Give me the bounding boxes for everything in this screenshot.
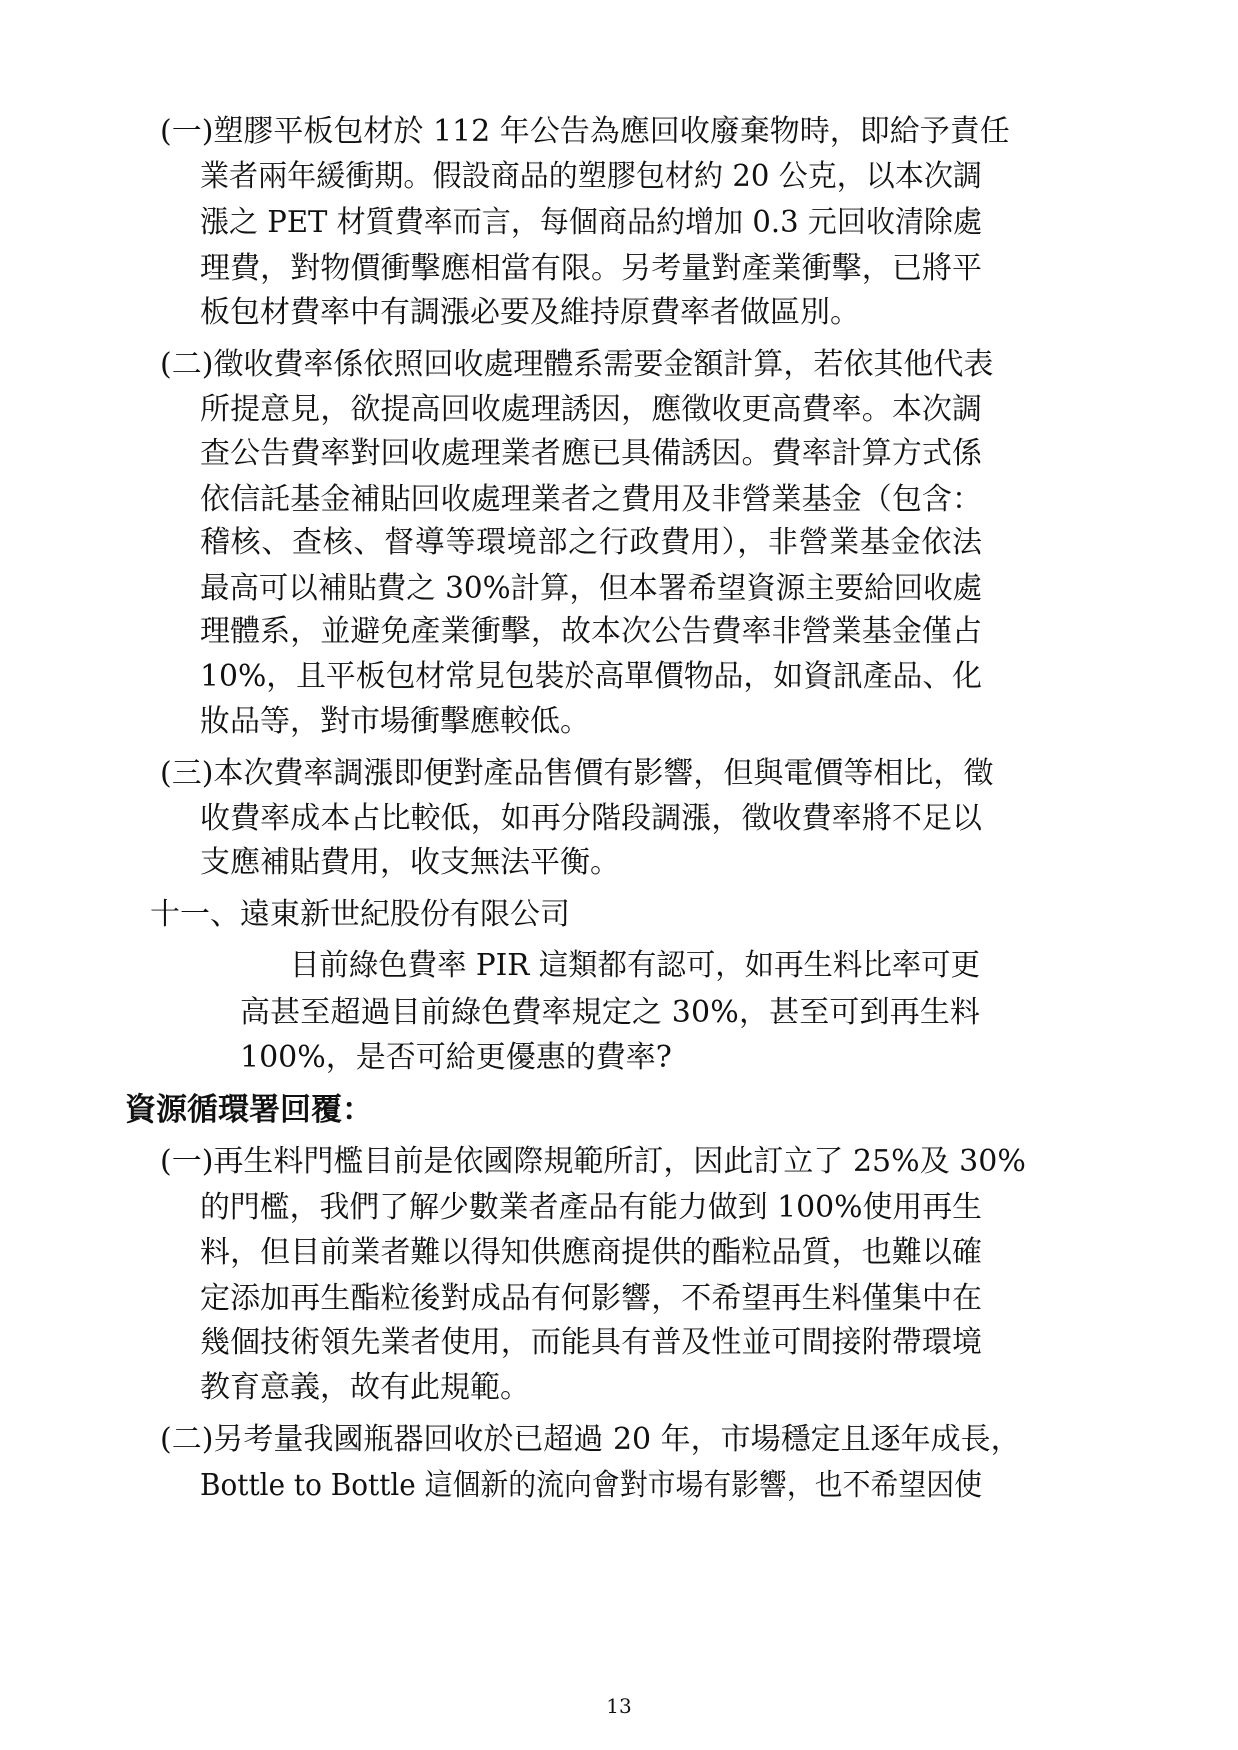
text-line: 幾個技術領先業者使用，而能具有普及性並可間接附帶環境: [200, 1325, 983, 1360]
text-line: 妝品等，對市場衝擊應較低。: [200, 704, 590, 739]
text-line: (二)另考量我國瓶器回收於已超過 20 年，市場穩定且逐年成長，: [160, 1422, 1021, 1457]
text-line: 100%，是否可給更優惠的費率?: [240, 1040, 672, 1075]
text-line: (二)徵收費率係依照回收處理體系需要金額計算，若依其他代表: [160, 347, 994, 382]
text-line: 理費，對物價衝擊應相當有限。另考量對產業衝擊，已將平: [200, 251, 983, 286]
text-line: 高甚至超過目前綠色費率規定之 30%，甚至可到再生料: [240, 995, 981, 1030]
text-line: 依信託基金補貼回收處理業者之費用及非營業基金（包含：: [200, 482, 983, 517]
text-line: 查公告費率對回收處理業者應已具備誘因。費率計算方式係: [200, 436, 983, 471]
text-line: (一)塑膠平板包材於 112 年公告為應回收廢棄物時，即給予責任: [160, 114, 1010, 149]
text-line: 料，但目前業者難以得知供應商提供的酯粒品質，也難以確: [200, 1235, 983, 1270]
text-line: 漲之 PET 材質費率而言，每個商品約增加 0.3 元回收清除處: [200, 205, 982, 240]
page-number: 13: [606, 1694, 632, 1718]
text-line: Bottle to Bottle 這個新的流向會對市場有影響，也不希望因使: [200, 1468, 982, 1503]
section-heading: 資源循環署回覆：: [125, 1092, 373, 1128]
text-line: (一)再生料門檻目前是依國際規範所訂，因此訂立了 25%及 30%: [160, 1144, 1026, 1179]
text-line: 目前綠色費率 PIR 這類都有認可，如再生料比率可更: [290, 948, 980, 983]
text-line: 的門檻，我們了解少數業者產品有能力做到 100%使用再生: [200, 1190, 982, 1225]
text-line: 所提意見，欲提高回收處理誘因，應徵收更高費率。本次調: [200, 392, 983, 427]
text-line: 10%，且平板包材常見包裝於高單價物品，如資訊產品、化: [200, 659, 982, 694]
text-line: 最高可以補貼費之 30%計算，但本署希望資源主要給回收處: [200, 571, 982, 606]
text-line: 支應補貼費用，收支無法平衡。: [200, 845, 620, 880]
text-line: 板包材費率中有調漲必要及維持原費率者做區別。: [200, 295, 860, 330]
text-line: 收費率成本占比較低，如再分階段調漲，徵收費率將不足以: [200, 801, 983, 836]
text-line: 稽核、查核、督導等環境部之行政費用），非營業基金依法: [200, 525, 983, 560]
organization-heading: 十一、遠東新世紀股份有限公司: [150, 897, 570, 932]
text-line: 業者兩年緩衝期。假設商品的塑膠包材約 20 公克，以本次調: [200, 159, 982, 194]
text-line: 教育意義，故有此規範。: [200, 1370, 530, 1405]
text-line: 定添加再生酯粒後對成品有何影響，不希望再生料僅集中在: [200, 1281, 983, 1316]
text-line: (三)本次費率調漲即便對產品售價有影響，但與電價等相比，徵: [160, 756, 994, 791]
text-line: 理體系，並避免產業衝擊，故本次公告費率非營業基金僅占: [200, 614, 983, 649]
